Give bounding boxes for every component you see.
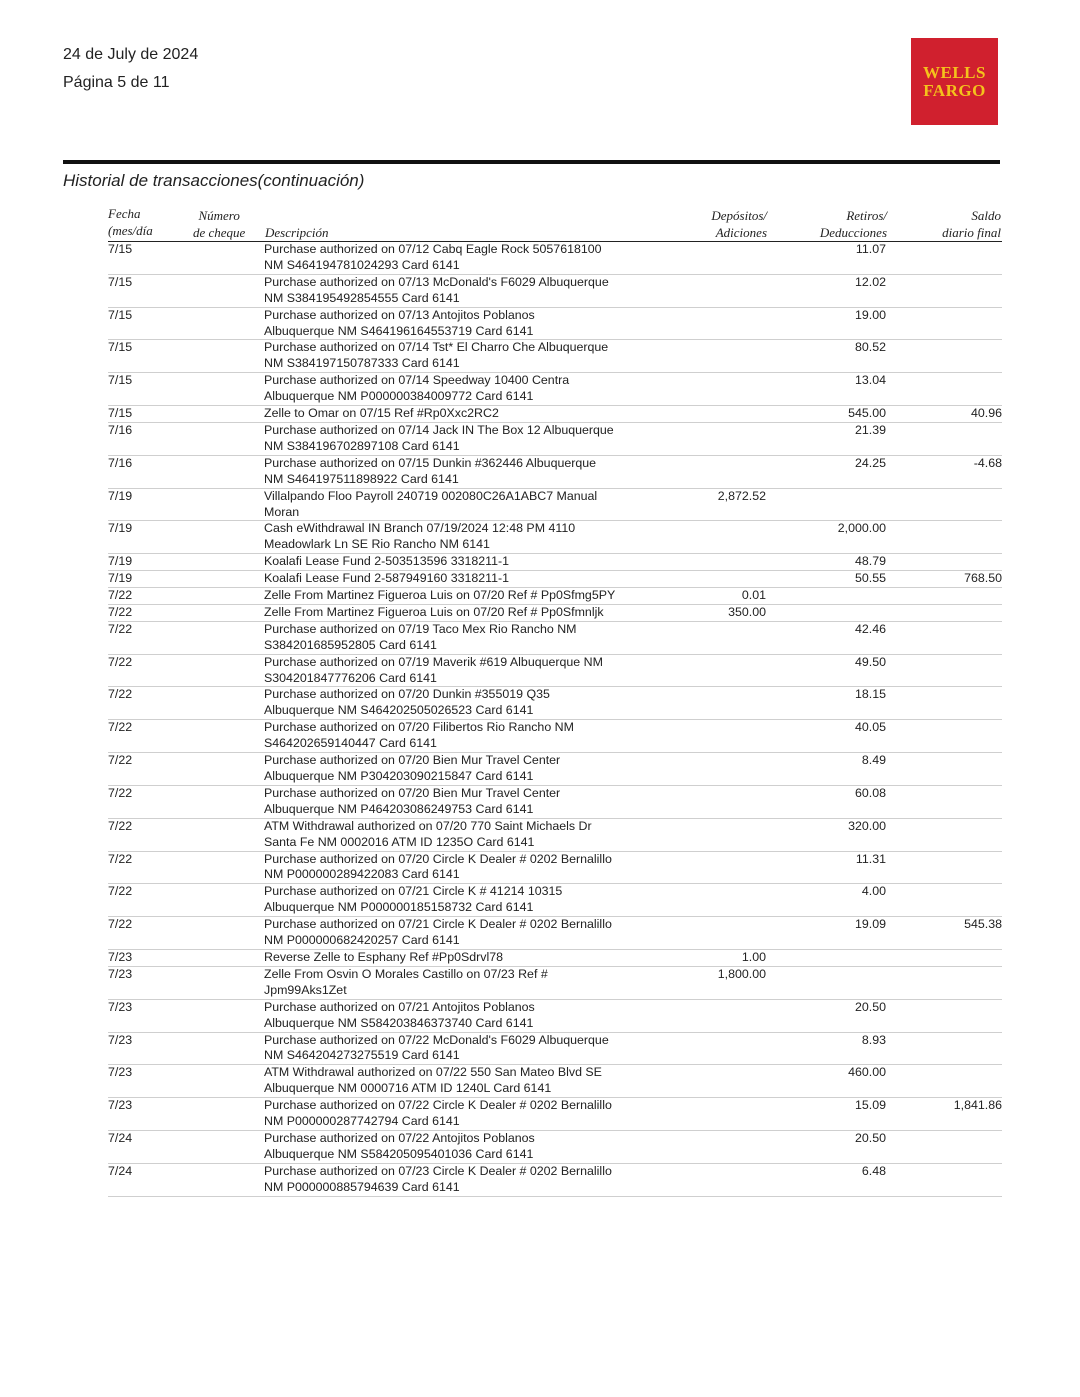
deposit-amount	[656, 884, 766, 917]
daily-balance	[886, 340, 1002, 373]
transaction-date: 7/15	[108, 406, 193, 423]
withdrawal-amount: 40.05	[766, 720, 886, 753]
transaction-description	[264, 917, 656, 950]
transaction-description	[264, 949, 656, 966]
transaction-table	[108, 242, 1002, 1197]
daily-balance	[886, 720, 1002, 753]
daily-balance	[886, 1163, 1002, 1196]
withdrawal-amount: 545.00	[766, 406, 886, 423]
transaction-description	[264, 851, 656, 884]
deposit-amount: 2,872.52	[656, 488, 766, 521]
transaction-description	[264, 621, 656, 654]
description-line: Albuquerque NM 0000716 ATM ID 1240L Card 6141	[264, 1081, 552, 1096]
description-line: S464202659140447 Card 6141	[264, 736, 437, 751]
description-line: Purchase authorized on 07/20 Bien Mur Travel Center	[264, 753, 561, 768]
description-line: ATM Withdrawal authorized on 07/20 770 Saint Michaels Dr	[264, 818, 592, 833]
transaction-date: 7/19	[108, 571, 193, 588]
daily-balance	[886, 621, 1002, 654]
check-number	[193, 884, 264, 917]
table-row	[108, 949, 1002, 966]
description-line: Purchase authorized on 07/23 Circle K Dealer # 0202 Bernalillo	[264, 1163, 612, 1178]
section-divider	[63, 160, 1000, 164]
check-number	[193, 242, 264, 274]
deposit-amount	[656, 851, 766, 884]
withdrawal-amount: 42.46	[766, 621, 886, 654]
daily-balance	[886, 884, 1002, 917]
description-line: Moran	[264, 504, 300, 519]
transaction-description	[264, 340, 656, 373]
transaction-date: 7/22	[108, 720, 193, 753]
withdrawal-amount: 4.00	[766, 884, 886, 917]
daily-balance: 545.38	[886, 917, 1002, 950]
description-line: NM S384195492854555 Card 6141	[264, 290, 460, 305]
daily-balance	[886, 422, 1002, 455]
daily-balance	[886, 554, 1002, 571]
table-row	[108, 571, 1002, 588]
col-header-balance: Saldo diario final	[942, 208, 1001, 240]
description-line: Villalpando Floo Payroll 240719 002080C26A1ABC7 Manual	[264, 488, 598, 503]
transaction-date: 7/19	[108, 488, 193, 521]
check-number	[193, 1098, 264, 1131]
withdrawal-amount: 19.09	[766, 917, 886, 950]
description-line: Purchase authorized on 07/20 Dunkin #355019 Q35	[264, 687, 550, 702]
transaction-description	[264, 588, 656, 605]
description-line: Albuquerque NM P304203090215847 Card 6141	[264, 769, 534, 783]
statement-date: 24 de July de 2024	[63, 46, 199, 63]
deposit-amount	[656, 340, 766, 373]
deposit-amount	[656, 1065, 766, 1098]
withdrawal-amount: 49.50	[766, 654, 886, 687]
transaction-description	[264, 999, 656, 1032]
transaction-date: 7/22	[108, 604, 193, 621]
daily-balance	[886, 818, 1002, 851]
transaction-description	[264, 720, 656, 753]
check-number	[193, 604, 264, 621]
daily-balance: 1,841.86	[886, 1098, 1002, 1131]
table-row	[108, 884, 1002, 917]
transaction-description	[264, 571, 656, 588]
col-header-check: Número de cheque	[193, 208, 246, 240]
table-row	[108, 1098, 1002, 1131]
description-line: Purchase authorized on 07/14 Tst* El Charro Che Albuquerque	[264, 340, 609, 355]
check-number	[193, 654, 264, 687]
transaction-date: 7/16	[108, 422, 193, 455]
check-number	[193, 966, 264, 999]
check-number	[193, 785, 264, 818]
daily-balance	[886, 1130, 1002, 1163]
transaction-date: 7/24	[108, 1163, 193, 1196]
transaction-description	[264, 406, 656, 423]
withdrawal-amount	[766, 966, 886, 999]
transaction-description	[264, 1032, 656, 1065]
transaction-date: 7/22	[108, 753, 193, 786]
transaction-description	[264, 753, 656, 786]
section-title: Historial de transacciones(continuación)	[63, 171, 365, 190]
daily-balance	[886, 851, 1002, 884]
daily-balance	[886, 242, 1002, 274]
deposit-amount: 1.00	[656, 949, 766, 966]
transaction-description	[264, 687, 656, 720]
daily-balance: -4.68	[886, 455, 1002, 488]
page-number: Página 5 de 11	[63, 74, 170, 91]
check-number	[193, 488, 264, 521]
table-row	[108, 720, 1002, 753]
description-line: Purchase authorized on 07/20 Bien Mur Travel Center	[264, 785, 561, 800]
check-number	[193, 1130, 264, 1163]
description-line: NM S464194781024293 Card 6141	[264, 257, 460, 272]
deposit-amount	[656, 999, 766, 1032]
daily-balance: 40.96	[886, 406, 1002, 423]
daily-balance	[886, 687, 1002, 720]
check-number	[193, 1032, 264, 1065]
transaction-date: 7/15	[108, 373, 193, 406]
table-row	[108, 917, 1002, 950]
deposit-amount: 350.00	[656, 604, 766, 621]
withdrawal-amount	[766, 949, 886, 966]
transaction-description	[264, 604, 656, 621]
wells-fargo-logo	[911, 38, 998, 125]
description-line: Albuquerque NM P000000384009772 Card 6141	[264, 389, 534, 404]
transaction-date: 7/19	[108, 554, 193, 571]
transaction-description	[264, 654, 656, 687]
logo-text-fargo: FARGO	[923, 80, 986, 100]
deposit-amount	[656, 654, 766, 687]
deposit-amount	[656, 785, 766, 818]
description-line: Purchase authorized on 07/15 Dunkin #362446 Albuquerque	[264, 455, 597, 470]
check-number	[193, 851, 264, 884]
transaction-description	[264, 307, 656, 340]
table-row	[108, 406, 1002, 423]
description-line: Albuquerque NM S464202505026523 Card 6141	[264, 703, 534, 718]
table-row	[108, 604, 1002, 621]
transaction-date: 7/24	[108, 1130, 193, 1163]
check-number	[193, 1065, 264, 1098]
table-row	[108, 340, 1002, 373]
table-row	[108, 1130, 1002, 1163]
deposit-amount	[656, 1098, 766, 1131]
description-line: Purchase authorized on 07/12 Cabq Eagle Rock 5057618100	[264, 242, 602, 256]
withdrawal-amount	[766, 604, 886, 621]
deposit-amount	[656, 687, 766, 720]
withdrawal-amount: 60.08	[766, 785, 886, 818]
withdrawal-amount: 460.00	[766, 1065, 886, 1098]
daily-balance	[886, 999, 1002, 1032]
withdrawal-amount: 11.31	[766, 851, 886, 884]
daily-balance	[886, 785, 1002, 818]
description-line: Purchase authorized on 07/13 Antojitos Poblanos	[264, 307, 535, 322]
col-header-description: Descripción	[265, 225, 329, 240]
description-line: Purchase authorized on 07/21 Circle K # 41214 10315	[264, 884, 563, 899]
transaction-description	[264, 488, 656, 521]
description-line: Albuquerque NM S464196164553719 Card 6141	[264, 323, 534, 338]
withdrawal-amount: 80.52	[766, 340, 886, 373]
check-number	[193, 588, 264, 605]
description-line: Koalafi Lease Fund 2-503513596 3318211-1	[264, 554, 510, 569]
table-row	[108, 455, 1002, 488]
check-number	[193, 340, 264, 373]
deposit-amount	[656, 455, 766, 488]
deposit-amount	[656, 274, 766, 307]
deposit-amount: 1,800.00	[656, 966, 766, 999]
table-row	[108, 307, 1002, 340]
withdrawal-amount: 48.79	[766, 554, 886, 571]
transaction-description	[264, 554, 656, 571]
transaction-date: 7/23	[108, 1065, 193, 1098]
transaction-date: 7/23	[108, 966, 193, 999]
deposit-amount: 0.01	[656, 588, 766, 605]
transaction-description	[264, 1130, 656, 1163]
transaction-rows	[108, 242, 1002, 1196]
daily-balance	[886, 966, 1002, 999]
daily-balance	[886, 753, 1002, 786]
check-number	[193, 373, 264, 406]
daily-balance: 768.50	[886, 571, 1002, 588]
withdrawal-amount: 24.25	[766, 455, 886, 488]
daily-balance	[886, 1032, 1002, 1065]
transaction-date: 7/22	[108, 884, 193, 917]
table-row	[108, 521, 1002, 554]
deposit-amount	[656, 1032, 766, 1065]
col-header-deposits: Depósitos/ Adiciones	[711, 208, 767, 240]
description-line: Purchase authorized on 07/21 Antojitos Poblanos	[264, 999, 535, 1014]
transaction-date: 7/22	[108, 687, 193, 720]
table-row	[108, 621, 1002, 654]
check-number	[193, 571, 264, 588]
transaction-description	[264, 1163, 656, 1196]
table-row	[108, 242, 1002, 274]
transaction-date: 7/22	[108, 851, 193, 884]
col-header-date: Fecha (mes/día	[108, 206, 153, 238]
transaction-date: 7/22	[108, 785, 193, 818]
description-line: NM P000000885794639 Card 6141	[264, 1179, 460, 1194]
deposit-amount	[656, 242, 766, 274]
table-row	[108, 588, 1002, 605]
transaction-date: 7/15	[108, 242, 193, 274]
transaction-description	[264, 1065, 656, 1098]
table-row	[108, 554, 1002, 571]
description-line: NM S384196702897108 Card 6141	[264, 438, 460, 453]
daily-balance	[886, 521, 1002, 554]
check-number	[193, 720, 264, 753]
description-line: Meadowlark Ln SE Rio Rancho NM 6141	[264, 537, 490, 552]
description-line: Albuquerque NM S584203846373740 Card 6141	[264, 1015, 534, 1030]
transaction-date: 7/15	[108, 307, 193, 340]
daily-balance	[886, 1065, 1002, 1098]
transaction-description	[264, 242, 656, 274]
description-line: Purchase authorized on 07/22 Circle K Dealer # 0202 Bernalillo	[264, 1098, 612, 1113]
description-line: NM S464204273275519 Card 6141	[264, 1048, 460, 1063]
transaction-date: 7/22	[108, 621, 193, 654]
description-line: Purchase authorized on 07/13 McDonald's F6029 Albuquerque	[264, 274, 609, 289]
transaction-description	[264, 966, 656, 999]
transaction-date: 7/23	[108, 999, 193, 1032]
transaction-description	[264, 1098, 656, 1131]
deposit-amount	[656, 753, 766, 786]
description-line: Purchase authorized on 07/14 Speedway 10400 Centra	[264, 373, 570, 388]
withdrawal-amount	[766, 588, 886, 605]
deposit-amount	[656, 554, 766, 571]
description-line: NM S464197511898922 Card 6141	[264, 471, 459, 486]
transaction-date: 7/19	[108, 521, 193, 554]
col-header-withdrawals: Retiros/ Deducciones	[819, 208, 887, 240]
deposit-amount	[656, 621, 766, 654]
description-line: Purchase authorized on 07/21 Circle K Dealer # 0202 Bernalillo	[264, 917, 612, 932]
transaction-description	[264, 521, 656, 554]
check-number	[193, 422, 264, 455]
withdrawal-amount: 18.15	[766, 687, 886, 720]
description-line: S384201685952805 Card 6141	[264, 637, 437, 652]
deposit-amount	[656, 720, 766, 753]
withdrawal-amount: 8.93	[766, 1032, 886, 1065]
transaction-date: 7/15	[108, 274, 193, 307]
description-line: Zelle From Martinez Figueroa Luis on 07/20 Ref # Pp0Sfmnljk	[264, 604, 604, 619]
table-row	[108, 753, 1002, 786]
withdrawal-amount: 15.09	[766, 1098, 886, 1131]
daily-balance	[886, 604, 1002, 621]
transaction-date: 7/22	[108, 818, 193, 851]
transaction-date: 7/22	[108, 917, 193, 950]
daily-balance	[886, 588, 1002, 605]
description-line: Albuquerque NM S584205095401036 Card 6141	[264, 1146, 534, 1161]
transaction-description	[264, 422, 656, 455]
description-line: Purchase authorized on 07/22 Antojitos Poblanos	[264, 1130, 535, 1145]
table-row	[108, 785, 1002, 818]
check-number	[193, 1163, 264, 1196]
description-line: NM P000000287742794 Card 6141	[264, 1114, 460, 1129]
check-number	[193, 554, 264, 571]
withdrawal-amount: 12.02	[766, 274, 886, 307]
description-line: NM P000000289422083 Card 6141	[264, 867, 460, 882]
deposit-amount	[656, 521, 766, 554]
transaction-date: 7/23	[108, 949, 193, 966]
description-line: Purchase authorized on 07/19 Maverik #619 Albuquerque NM	[264, 654, 603, 669]
withdrawal-amount: 320.00	[766, 818, 886, 851]
withdrawal-amount: 13.04	[766, 373, 886, 406]
description-line: Zelle to Omar on 07/15 Ref #Rp0Xxc2RC2	[264, 406, 499, 421]
table-row	[108, 999, 1002, 1032]
description-line: Purchase authorized on 07/19 Taco Mex Rio Rancho NM	[264, 621, 577, 636]
deposit-amount	[656, 1130, 766, 1163]
table-row	[108, 488, 1002, 521]
daily-balance	[886, 654, 1002, 687]
withdrawal-amount: 11.07	[766, 242, 886, 274]
description-line: Purchase authorized on 07/22 McDonald's F6029 Albuquerque	[264, 1032, 609, 1047]
description-line: Reverse Zelle to Esphany Ref #Pp0Sdrvl78	[264, 949, 503, 964]
check-number	[193, 753, 264, 786]
deposit-amount	[656, 373, 766, 406]
transaction-description	[264, 884, 656, 917]
withdrawal-amount: 19.00	[766, 307, 886, 340]
deposit-amount	[656, 406, 766, 423]
deposit-amount	[656, 917, 766, 950]
check-number	[193, 455, 264, 488]
table-row	[108, 1163, 1002, 1196]
transaction-description	[264, 455, 656, 488]
check-number	[193, 521, 264, 554]
check-number	[193, 406, 264, 423]
transaction-date: 7/16	[108, 455, 193, 488]
withdrawal-amount: 20.50	[766, 999, 886, 1032]
check-number	[193, 621, 264, 654]
withdrawal-amount	[766, 488, 886, 521]
description-line: ATM Withdrawal authorized on 07/22 550 San Mateo Blvd SE	[264, 1065, 602, 1080]
description-line: Koalafi Lease Fund 2-587949160 3318211-1	[264, 571, 510, 586]
table-row	[108, 654, 1002, 687]
description-line: Jpm99Aks1Zet	[264, 982, 347, 997]
deposit-amount	[656, 307, 766, 340]
daily-balance	[886, 949, 1002, 966]
withdrawal-amount: 8.49	[766, 753, 886, 786]
description-line: Cash eWithdrawal IN Branch 07/19/2024 12:48 PM 4110	[264, 521, 576, 536]
deposit-amount	[656, 1163, 766, 1196]
description-line: Albuquerque NM P464203086249753 Card 6141	[264, 801, 534, 816]
table-row	[108, 851, 1002, 884]
description-line: NM S384197150787333 Card 6141	[264, 356, 460, 371]
transaction-description	[264, 274, 656, 307]
table-row	[108, 1032, 1002, 1065]
logo-text-wells: WELLS	[923, 62, 986, 82]
deposit-amount	[656, 571, 766, 588]
withdrawal-amount: 50.55	[766, 571, 886, 588]
description-line: Santa Fe NM 0002016 ATM ID 1235O Card 6141	[264, 834, 535, 849]
check-number	[193, 999, 264, 1032]
table-row	[108, 687, 1002, 720]
daily-balance	[886, 307, 1002, 340]
transaction-date: 7/23	[108, 1032, 193, 1065]
check-number	[193, 307, 264, 340]
table-row	[108, 818, 1002, 851]
check-number	[193, 917, 264, 950]
table-row	[108, 373, 1002, 406]
withdrawal-amount: 21.39	[766, 422, 886, 455]
daily-balance	[886, 373, 1002, 406]
description-line: Zelle From Martinez Figueroa Luis on 07/20 Ref # Pp0Sfmg5PY	[264, 588, 616, 603]
transaction-date: 7/15	[108, 340, 193, 373]
check-number	[193, 687, 264, 720]
withdrawal-amount: 20.50	[766, 1130, 886, 1163]
table-row	[108, 422, 1002, 455]
description-line: Purchase authorized on 07/14 Jack IN The Box 12 Albuquerque	[264, 422, 614, 437]
transaction-description	[264, 373, 656, 406]
withdrawal-amount: 2,000.00	[766, 521, 886, 554]
description-line: Purchase authorized on 07/20 Filibertos Rio Rancho NM	[264, 720, 574, 735]
withdrawal-amount: 6.48	[766, 1163, 886, 1196]
transaction-date: 7/22	[108, 588, 193, 605]
table-row	[108, 274, 1002, 307]
transaction-date: 7/23	[108, 1098, 193, 1131]
check-number	[193, 274, 264, 307]
description-line: Albuquerque NM P000000185158732 Card 6141	[264, 900, 534, 915]
table-row	[108, 1065, 1002, 1098]
deposit-amount	[656, 818, 766, 851]
check-number	[193, 818, 264, 851]
transaction-description	[264, 785, 656, 818]
transaction-description	[264, 818, 656, 851]
description-line: Zelle From Osvin O Morales Castillo on 07/23 Ref #	[264, 966, 548, 981]
daily-balance	[886, 488, 1002, 521]
table-row	[108, 966, 1002, 999]
description-line: Purchase authorized on 07/20 Circle K Dealer # 0202 Bernalillo	[264, 851, 612, 866]
deposit-amount	[656, 422, 766, 455]
description-line: NM P000000682420257 Card 6141	[264, 933, 460, 948]
description-line: S304201847776206 Card 6141	[264, 670, 437, 685]
check-number	[193, 949, 264, 966]
daily-balance	[886, 274, 1002, 307]
transaction-date: 7/22	[108, 654, 193, 687]
